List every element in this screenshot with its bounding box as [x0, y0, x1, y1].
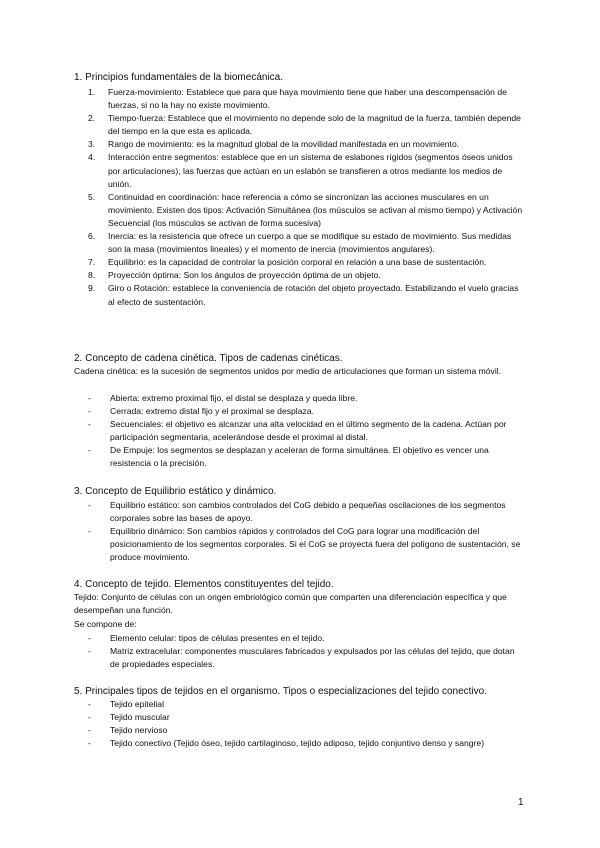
list-item [88, 525, 524, 564]
bullet: - [88, 646, 91, 657]
list-item [88, 405, 524, 418]
item-number: 9. [88, 283, 96, 294]
item-text: Equilibrio dinámico: Son cambios rápidos y controlados del CoG para lograr una modificación del posicionamiento de los segmentos corporales. Si el CoG se proyecta fuera del polígono de sustentación, se produce movimiento. [110, 526, 521, 563]
item-text: Tiempo-fuerza: Establece que el movimiento no depende solo de la magnitud de la fuerza, también depende del tiempo en la que esta es aplicada. [108, 113, 521, 137]
list-item [88, 282, 524, 308]
bullet: - [88, 445, 91, 456]
list-item [88, 112, 524, 138]
item-number: 7. [88, 257, 96, 268]
item-text: Inercia: es la resistencia que ofrece un cuerpo a que se modifique su estado de movimiento. Sus medidas son la masa (movimientos lineales) y el momento de inercia (movimientos angulares). [108, 231, 512, 255]
bullet: - [88, 406, 91, 417]
item-text: Proyección óptima: Son los ángulos de proyección óptima de un objeto. [108, 270, 381, 281]
bullet: - [88, 393, 91, 403]
bullet: - [88, 725, 91, 736]
list-item [88, 138, 524, 151]
list-item [88, 737, 524, 750]
bullet: - [88, 699, 91, 709]
section-4-intro: Tejido: Conjunto de células con un origen embriológico común que comparten una diferenciación específica y que desempeñan una función. [74, 592, 507, 616]
list-item [88, 269, 524, 282]
item-number: 3. [88, 139, 96, 150]
bullet: - [88, 738, 91, 749]
list-item [88, 711, 524, 724]
item-text: Rango de movimiento: es la magnitud global de la movilidad manifestada en un movimiento. [108, 139, 460, 150]
item-text: Equilibrio estático: son cambios controlados del CoG debido a pequeñas oscilaciones de los segmentos corporales sobre las bases de apoyo. [110, 500, 506, 524]
list-item [88, 698, 524, 711]
section-2-list [88, 392, 524, 471]
list-item [88, 724, 524, 737]
item-text: Equilibrio: es la capacidad de controlar la posición corporal en relación a una base de sustentación. [108, 257, 487, 268]
item-text: De Empuje: los segmentos se desplazan y aceleran de forma simultánea. El objetivo es vencer una resistencia o la precisión. [110, 445, 489, 469]
item-number: 8. [88, 270, 96, 281]
item-number: 4. [88, 152, 96, 163]
list-item [88, 256, 524, 269]
section-5-list [88, 698, 524, 750]
item-number: 1. [88, 87, 96, 97]
list-item [88, 86, 524, 112]
bullet: - [88, 500, 91, 510]
list-item [88, 392, 524, 405]
list-item [88, 645, 524, 671]
section-2-intro: Cadena cinética: es la sucesión de segmentos unidos por medio de articulaciones que forman un sistema móvil. [74, 366, 502, 376]
section-3-list [88, 499, 524, 564]
item-text: Matriz extracelular: componentes musculares fabricados y expulsados por las células del tejido, que dotan de propiedades especiales. [110, 646, 515, 670]
bullet: - [88, 419, 91, 430]
item-text: Interacción entre segmentos: establece que en un sistema de eslabones rígidos (segmentos óseos unidos por articulaciones), las fuerzas que actúan en un eslabón se transfieren a otros mediante los medios de unión. [108, 152, 513, 189]
section-4-list [88, 632, 524, 671]
list-item [88, 418, 524, 444]
item-text: Giro o Rotación: establece la conveniencia de rotación del objeto proyectado. Estabilizando el vuelo gracias al efecto de sustentación. [108, 283, 519, 307]
list-item [88, 444, 524, 470]
bullet: - [88, 633, 91, 643]
section-4-intro-2: Se compone de: [74, 619, 137, 629]
item-number: 6. [88, 231, 96, 242]
section-2-heading: 2. Concepto de cadena cinética. Tipos de cadenas cinéticas. [74, 353, 343, 364]
page-number: 1 [518, 797, 524, 808]
list-item [88, 191, 524, 230]
item-text: Secuenciales: el objetivo es alcanzar una alta velocidad en el último segmento de la cadena. Actúan por participación segmentaria, acelerándose desde el proximal al distal. [110, 419, 507, 443]
item-text: Elemento celular: tipos de células presentes en el tejido. [110, 633, 325, 643]
item-number: 2. [88, 113, 96, 124]
item-text: Abierta: extremo proximal fijo, el distal se desplaza y queda libre. [110, 393, 358, 403]
section-1-list [88, 86, 524, 309]
list-item [88, 230, 524, 256]
item-text: Cerrada: extremo distal fijo y el proximal se desplaza. [110, 406, 314, 417]
item-text: Tejido epitelial [110, 699, 164, 709]
list-item [88, 499, 524, 525]
item-text: Tejido muscular [110, 712, 170, 723]
bullet: - [88, 712, 91, 723]
section-3-heading: 3. Concepto de Equilibrio estático y dinámico. [74, 486, 277, 497]
list-item [88, 632, 524, 645]
item-text: Tejido nervioso [110, 725, 168, 736]
list-item [88, 151, 524, 190]
section-1-heading: 1. Principios fundamentales de la biomecánica. [74, 72, 284, 83]
item-number: 5. [88, 191, 96, 202]
item-text: Tejido conectivo (Tejido óseo, tejido cartilaginoso, tejido adiposo, tejido conjuntivo denso y sangre) [110, 738, 485, 749]
section-4-heading: 4. Concepto de tejido. Elementos constituyentes del tejido. [74, 579, 334, 590]
item-text: Continuidad en coordinación: hace referencia a cómo se sincronizan las acciones musculares en un movimiento. Existen dos tipos: Activación Simultánea (los músculos se activan al mismo tiempo) y Activación Secuencial (los músculos se activan de forma sucesiva) [108, 191, 523, 228]
item-text: Fuerza-movimiento: Establece que para que haya movimiento tiene que haber una descompensación de fuerzas, si no la hay no existe movimiento. [108, 87, 507, 111]
bullet: - [88, 526, 91, 537]
section-5-heading: 5. Principales tipos de tejidos en el organismo. Tipos o especializaciones del tejido conectivo. [74, 686, 488, 697]
